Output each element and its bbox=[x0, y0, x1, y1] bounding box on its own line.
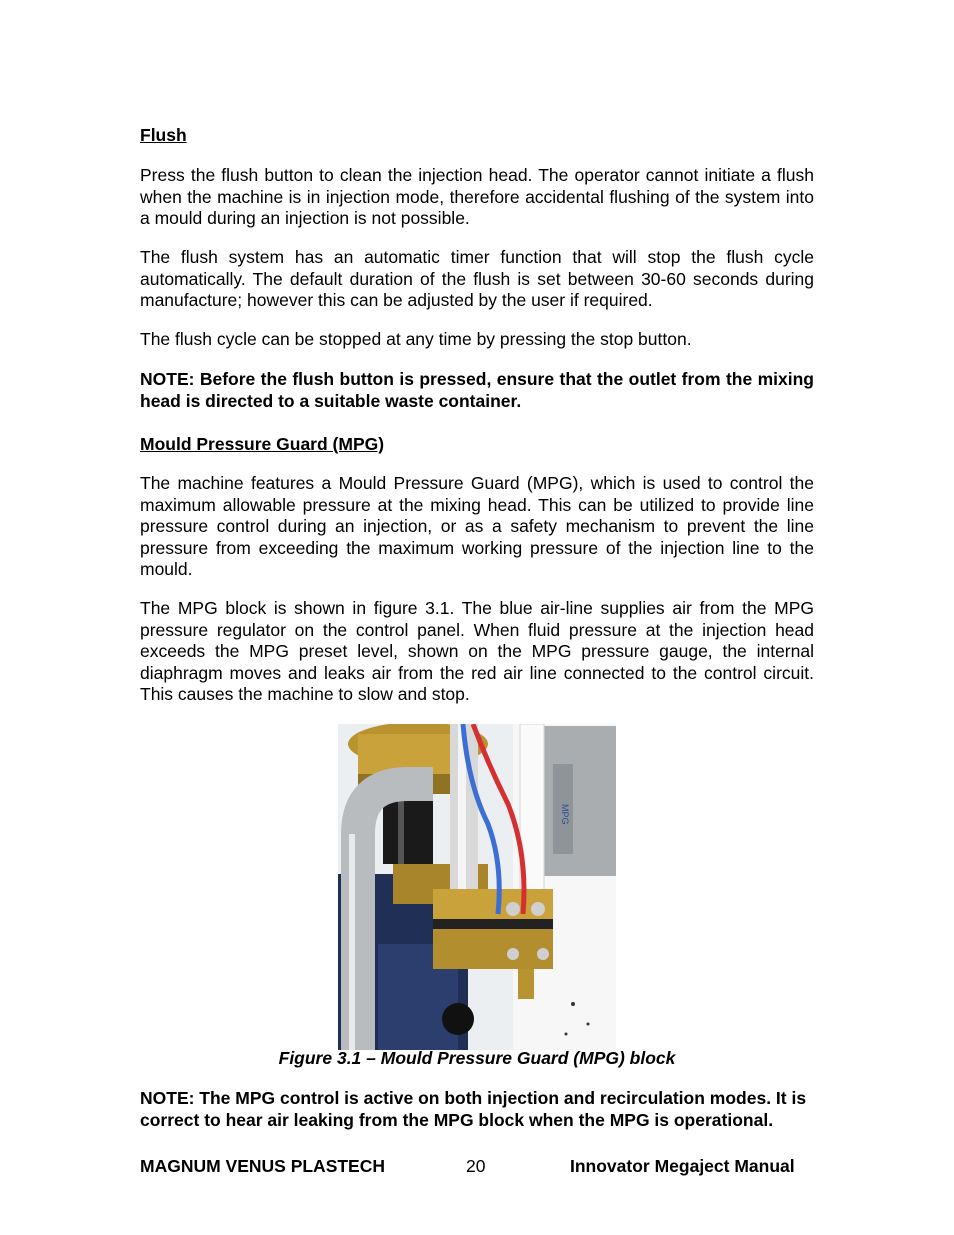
mpg-paragraph-2: The MPG block is shown in figure 3.1. The blue air-line supplies air from the MPG pressure regulator on the control panel. When fluid pressure at the injection head exceeds the MPG preset level, shown on the MPG pressure gauge, the internal diaphragm moves and leaks air from the red air line connected to the control circuit. This causes the machine to slow and stop. bbox=[140, 598, 814, 704]
footer-manual-title: Innovator Megaject Manual bbox=[570, 1156, 795, 1176]
flush-paragraph-1: Press the flush button to clean the injection head. The operator cannot initiate a flush when the machine is in injection mode, therefore accidental flushing of the system into a mould during an injection is not possible. bbox=[140, 165, 814, 228]
mpg-paragraph-1: The machine features a Mould Pressure Guard (MPG), which is used to control the maximum allowable pressure at the mixing head. This can be utilized to provide line pressure control during an injection, or as a safety mechanism to prevent the line pressure from exceeding the maximum working pressure of the injection line to the mould. bbox=[140, 473, 814, 579]
mpg-block-photo bbox=[338, 724, 616, 1050]
mpg-note: NOTE: The MPG control is active on both injection and recirculation modes. It is correct to hear air leaking from the MPG block when the MPG is operational. bbox=[140, 1088, 807, 1130]
flush-note: NOTE: Before the flush button is pressed, ensure that the outlet from the mixing head is directed to a suitable waste container. bbox=[140, 369, 814, 411]
footer-page-number: 20 bbox=[466, 1156, 486, 1176]
flush-paragraph-3: The flush cycle can be stopped at any time by pressing the stop button. bbox=[140, 329, 692, 349]
mpg-heading: Mould Pressure Guard (MPG) bbox=[140, 434, 385, 454]
flush-heading: Flush bbox=[140, 125, 187, 145]
figure-caption: Figure 3.1 – Mould Pressure Guard (MPG) block bbox=[278, 1048, 676, 1068]
flush-paragraph-2: The flush system has an automatic timer function that will stop the flush cycle automatically. The default duration of the flush is set between 30-60 seconds during manufacture; however this can be adjusted by the user if required. bbox=[140, 247, 814, 310]
footer-company: MAGNUM VENUS PLASTECH bbox=[140, 1156, 386, 1176]
mpg-gauge-label: MPG bbox=[560, 804, 570, 825]
